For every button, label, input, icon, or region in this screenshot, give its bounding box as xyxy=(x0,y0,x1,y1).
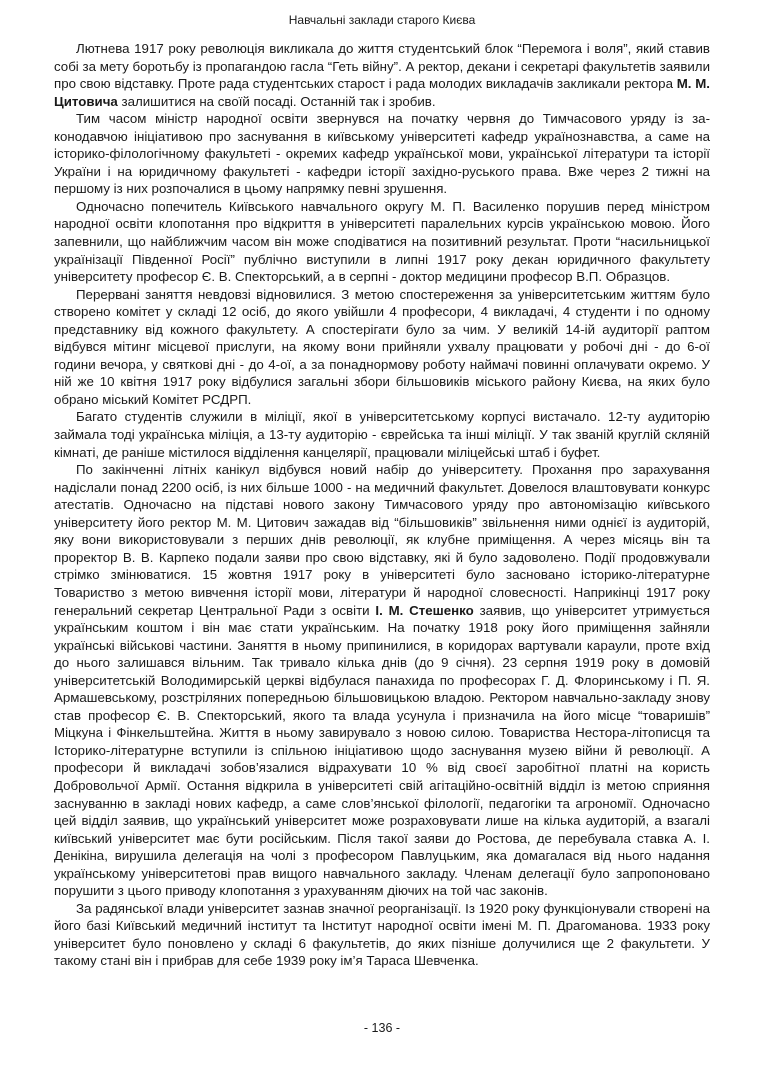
text-run: Одночасно попечитель Київського навчального округу М. П. Василенко порушив перед міністром народної освіти клопотання про відкриття в університеті паралельних курсів українською мовою. Його запевнили, що найближчим часом він може сподіватися на позитивний результат. Проти “насильницької українізації Південної Росії” публічно виступили в липні 1917 року декан юридичного факультету університету професор Є. В. Спекторський, а в серпні - доктор медицини професор В.П. Образцов. xyxy=(54,198,710,285)
paragraph xyxy=(54,40,710,110)
body-text xyxy=(54,40,710,970)
paragraph xyxy=(54,900,710,970)
text-run: Тим часом міністр народної освіти звернувся на початку червня до Тимчасового уряду із законодавчою ініціативою про заснування в київському університеті кафедр українознавства, а саме на історико-філологічному факультеті - окремих кафедр української мови, української літератури та історії України і на юридичному факультеті - кафедри історії західно-руського права. Вже через 2 тижні на першому із них розпочалися в цьому напрямку певні зрушення. xyxy=(54,111,710,197)
text-run: заявив, що університет утримується українським коштом і він має стати українським. На початку 1918 року його приміщення зайняли українські військові частини. Заняття в ньому припинилися, в коридорах вартували караули, проте вхід до нього залишався вільним. Так тривало кілька днів (до 9 січня). 23 серпня 1919 року в домовій університетській Володимирській церкві відбулася панахида по професорах Г. Д. Флоринському і П. Я. Армашевському, розстріляних попередньою більшовицькою владою. Ректором навчально-закладу знову став професор Є. В. Спекторський, якого та влада усунула і призначила на його місце “товаришів” Міцкуна і Фінкельштейна. Життя в ньому завирувало з новою силою. Товариства Нестора-літописця та Історико-літературне вступили із спільною ініціативою щодо заснування музею війни й революції. А професори й викладачі зобов’язалися відрахувати 10 % від своєї заробітної платні на користь Добровольчої Армії. Остання відкрила в університеті свій агітаційно-освітній відділ із метою сприяння заснуванню в закладі нових кафедр, а саме слов’янської філології, педагогіки та агрономії. Одночасно цей відділ заявив, що український університет може розраховувати лише на кілька аудиторій, а взагалі київський університет має бути російським. Після такої заяви до Ростова, де перебувала ставка А. І. Денікіна, вирушила делегація на чолі з професором Павлуцьким, яка домагалася від нього надання українському університетові прав вищого навчального закладу. Членам делегації було запропоновано порушити з цього приводу клопотання з урахуванням діючих на той час законів. xyxy=(54,602,710,899)
page-number: - 136 - xyxy=(363,1021,401,1035)
paragraph xyxy=(54,461,710,900)
text-run: Перервані заняття невдовзі відновилися. З метою спостереження за університетським життям було створено комітет у складі 12 осіб, до якого увійшли 4 професори, 4 викладачі, 4 студенти і по одному представнику від кожного факультету. А спостерігати було за чим. У великій 14-ій аудиторії раптом відбувся мітинг місцевої прислуги, на якому вони прийняли ухвалу працювати у робочі дні - до 6-ої години вечора, у святкові дні - до 4-ої, а за понаднормову роботу наймачі повинні оплачувати окремо. У ній же 10 квітня 1917 року відбулися загальні збори більшовиків міського району Києва, на яких було обрано міський Комітет РСДРП. xyxy=(54,286,710,407)
paragraph xyxy=(54,408,710,461)
bold-name: І. М. Стешенко xyxy=(375,602,474,618)
paragraph xyxy=(54,198,710,286)
text-run: За радянської влади університет зазнав значної реорганізації. Із 1920 року функціонували створені на його базі Київський медичний інститут та Інститут народної освіти імені М. П. Драгоманова. 1933 року університет було поновлено у складі 6 факультетів, до яких пізніше долучилися ще 2 факультети. У такому стані він і прибрав для себе 1939 року ім’я Тараса Шевченка. xyxy=(54,900,710,969)
text-run: Лютнева 1917 року революція викликала до життя студентський блок “Перемога і воля”, який ставив собі за мету боротьбу із пропагандою гасла “Геть війну”. А ректор, декани і секретарі факультетів заявили про свою відставку. Проте рада студентських старост і рада молодих викладачів закликали ректора xyxy=(54,41,710,92)
paragraph xyxy=(54,110,710,198)
text-run: Багато студентів служили в міліції, якої в університетському корпусі вистачало. 12-ту аудиторію займала тоді українська міліція, а 13-ту аудиторію - єврейська та інші міліції. У так званій круглій скляній кімнаті, де раніше містилося відділення канцелярії, працювали міліцейські штаб і буфет. xyxy=(54,409,710,460)
bold-name: М. М. Цитовича xyxy=(54,76,710,109)
text-run: залишитися на своїй посаді. Останній так і зробив. xyxy=(117,93,436,109)
text-run: По закінченні літніх канікул відбувся новий набір до університету. Прохання про зарахування надіслали понад 2200 осіб, із них більше 1000 - на медичний факультет. Довелося влаштовувати конкурс атестатів. Одночасно на підставі нового закону Тимчасового уряду про автономізацію київського університету його ректор М. М. Цитович зажадав від “більшовиків” звільнення ними однієї із аудиторій, яку вони використовували з перших днів революції, як клубне приміщення. А через місяць він та проректор В. В. Карпеко подали заяви про свою відставку, які й було задоволено. Події продовжували стрімко змінюватися. 15 жовтня 1917 року в університеті було засновано історико-літературне Товариство з метою вивчення історії мови, літератури й народної словесності. Наприкінці 1917 року генеральний секретар Центральної Ради з освіти xyxy=(54,462,710,618)
running-header: Навчальні заклади старого Києва xyxy=(288,13,476,27)
paragraph xyxy=(54,286,710,409)
